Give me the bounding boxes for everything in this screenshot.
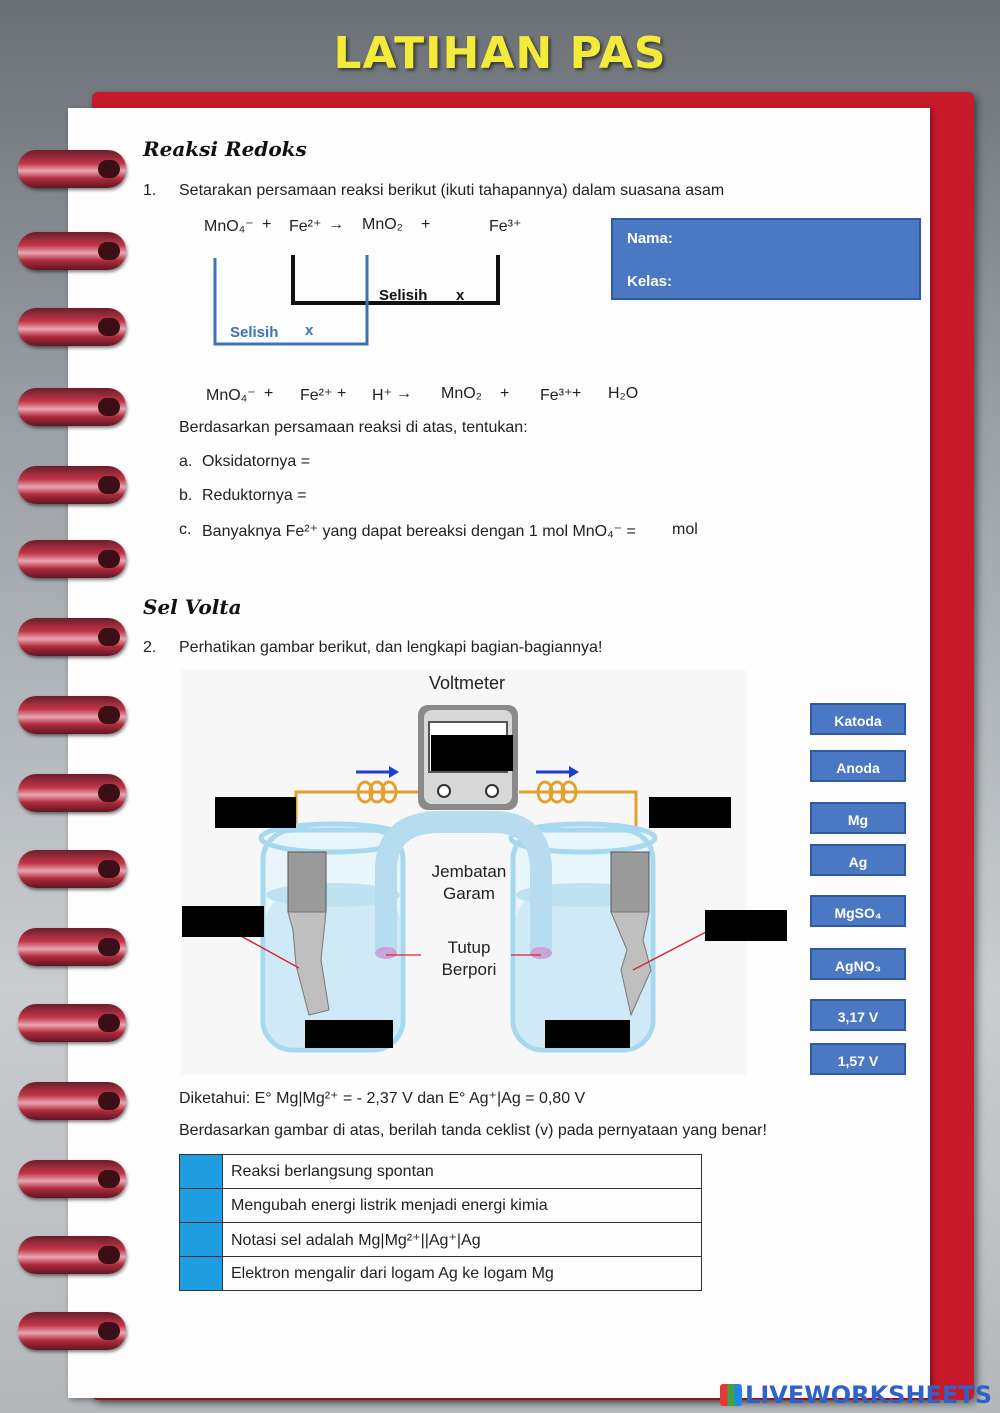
eq-bottom-term: +: [500, 385, 510, 402]
table-row: [180, 1257, 702, 1291]
page-title: LATIHAN PAS: [333, 28, 667, 79]
option-anoda[interactable]: Anoda: [810, 750, 906, 782]
item-letter: a.: [179, 453, 193, 470]
coef-input-fe3[interactable]: [516, 380, 538, 404]
ring: [18, 232, 126, 270]
eq-bottom-term: MnO₂: [441, 385, 482, 402]
table-row: [180, 1223, 702, 1257]
section-title-redoks: Reaksi Redoks: [143, 137, 307, 161]
liveworksheets-logo: [720, 1381, 992, 1409]
coef-input-fe2[interactable]: [278, 380, 298, 404]
oxidator-input[interactable]: [322, 449, 522, 473]
porous-plug-right: [530, 947, 552, 959]
option-mgso4[interactable]: MgSO₄: [810, 895, 906, 927]
eq-bottom-term: Fe³⁺: [540, 387, 573, 404]
option-katoda[interactable]: Katoda: [810, 703, 906, 735]
porous-label-1: Tutup: [447, 938, 491, 957]
voltmeter-label: Voltmeter: [428, 673, 506, 693]
statement-text: Notasi sel adalah Mg|Mg²⁺||Ag⁺|Ag: [223, 1223, 702, 1257]
item-letter: c.: [179, 521, 192, 538]
reductor-input[interactable]: [316, 483, 516, 507]
question-number: 1.: [143, 182, 157, 199]
statement-text: Reaksi berlangsung spontan: [223, 1155, 702, 1189]
drop-zone-left-solution[interactable]: [305, 1020, 393, 1048]
checkbox[interactable]: [180, 1257, 223, 1291]
ring: [18, 850, 126, 888]
eq-bottom-term: +: [264, 385, 274, 402]
eq-bottom-term: →: [396, 385, 412, 402]
eq-top-term: +: [262, 216, 272, 233]
option-1-57v[interactable]: 1,57 V: [810, 1043, 906, 1075]
eq-bottom-term: +: [572, 385, 582, 402]
ring: [18, 388, 126, 426]
drop-zone-voltage[interactable]: [431, 735, 513, 771]
eq-bottom-term: MnO₄⁻: [206, 387, 256, 404]
item-reductor: Reduktornya =: [202, 487, 307, 504]
statement-table: [179, 1154, 702, 1291]
ring: [18, 696, 126, 734]
ring: [18, 1004, 126, 1042]
drop-zone-left-pole[interactable]: [215, 797, 296, 828]
eq-top-term: Fe³⁺: [489, 218, 522, 235]
option-agno3[interactable]: AgNO₃: [810, 948, 906, 980]
eq-top-term: →: [328, 216, 344, 233]
statement-text: Mengubah energi listrik menjadi energi kimia: [223, 1189, 702, 1223]
salt-bridge-label-1: Jembatan: [431, 862, 507, 881]
eq-bottom-term: +: [337, 385, 347, 402]
ring: [18, 928, 126, 966]
item-oxidator: Oksidatornya =: [202, 453, 311, 470]
ring: [18, 1236, 126, 1274]
diff-label-blue: Selisih: [230, 324, 279, 341]
item-letter: b.: [179, 487, 193, 504]
check-instruction: Berdasarkan gambar di atas, berilah tanda ceklist (v) pada pernyataan yang benar!: [179, 1122, 767, 1139]
ring: [18, 540, 126, 578]
coef-input-h[interactable]: [350, 380, 370, 404]
name-label: Nama:: [627, 230, 673, 247]
coef-input-mno2[interactable]: [417, 380, 439, 404]
drop-zone-right-solution[interactable]: [545, 1020, 630, 1048]
eq-top-term: Fe²⁺: [289, 218, 322, 235]
option-3-17v[interactable]: 3,17 V: [810, 999, 906, 1031]
porous-label-2: Berpori: [441, 960, 497, 979]
redox-prompt: Berdasarkan persamaan reaksi di atas, tentukan:: [179, 419, 528, 436]
eq-bottom-term: H⁺: [372, 387, 392, 404]
eq-bottom-term: Fe²⁺: [300, 387, 333, 404]
drop-zone-left-electrode[interactable]: [182, 906, 264, 937]
table-row: [180, 1155, 702, 1189]
item-fe-count: Banyaknya Fe²⁺ yang dapat bereaksi dengan 1 mol MnO₄⁻ =: [202, 523, 636, 540]
ring: [18, 774, 126, 812]
logo-icon: [720, 1384, 742, 1406]
question-text: Perhatikan gambar berikut, dan lengkapi bagian-bagiannya!: [179, 639, 603, 656]
mol-input[interactable]: [646, 517, 668, 541]
mol-unit: mol: [672, 521, 698, 538]
option-ag[interactable]: Ag: [810, 844, 906, 876]
checkbox[interactable]: [180, 1155, 223, 1189]
question-text: Setarakan persamaan reaksi berikut (ikuti tahapannya) dalam suasana asam: [179, 182, 725, 199]
checkbox[interactable]: [180, 1223, 223, 1257]
ring: [18, 1082, 126, 1120]
ring: [18, 1160, 126, 1198]
ring: [18, 466, 126, 504]
ring: [18, 308, 126, 346]
statement-text: Elektron mengalir dari logam Ag ke logam Mg: [223, 1257, 702, 1291]
coef-input-h2o[interactable]: [586, 380, 606, 404]
eq-top-term: MnO₄⁻: [204, 218, 254, 235]
ring: [18, 1312, 126, 1350]
diff-x-blue: x: [305, 322, 314, 339]
eq-top-term: +: [421, 216, 431, 233]
question-number: 2.: [143, 639, 157, 656]
name-input[interactable]: [683, 226, 908, 252]
porous-plug-left: [375, 947, 397, 959]
logo-text: LIVEWORKSHEETS: [745, 1381, 992, 1409]
class-input[interactable]: [683, 268, 908, 294]
section-title-volta: Sel Volta: [143, 595, 242, 619]
drop-zone-right-pole[interactable]: [649, 797, 731, 828]
eq-top-term: MnO₂: [362, 216, 403, 233]
ring: [18, 150, 126, 188]
diff-label-black: Selisih: [379, 287, 428, 304]
diff-x-black: x: [456, 287, 465, 304]
option-mg[interactable]: Mg: [810, 802, 906, 834]
known-potentials: Diketahui: E° Mg|Mg²⁺ = - 2,37 V dan E° Ag⁺|Ag = 0,80 V: [179, 1090, 586, 1107]
salt-bridge-label-2: Garam: [443, 884, 495, 903]
table-row: [180, 1189, 702, 1223]
checkbox[interactable]: [180, 1189, 223, 1223]
volta-cell-diagram: [181, 670, 746, 1075]
class-label: Kelas:: [627, 273, 673, 290]
eq-bottom-term: H₂O: [608, 385, 639, 402]
coef-input-mno4[interactable]: [180, 380, 202, 404]
drop-zone-right-electrode[interactable]: [705, 910, 787, 941]
ring: [18, 618, 126, 656]
